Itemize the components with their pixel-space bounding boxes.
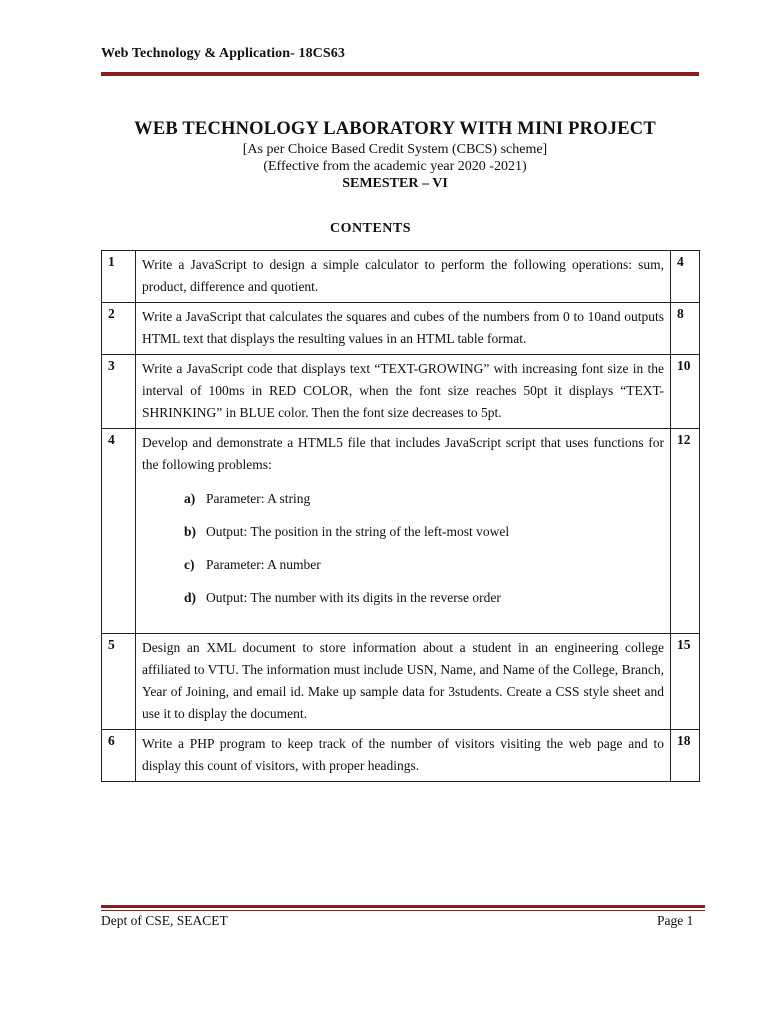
subitem-text: Parameter: A string [206,491,311,506]
page-number: 12 [671,429,700,634]
table-row [102,634,700,730]
page-number: 10 [671,355,700,429]
subitem-label: d) [184,590,197,605]
table-row [102,355,700,429]
contents-table [101,250,700,782]
experiment-number: 4 [102,429,136,634]
table-row [102,303,700,355]
page-number: 4 [671,251,700,303]
experiment-intro: Develop and demonstrate a HTML5 file that includes JavaScript script that uses functions for the following problems: [142,435,664,472]
page-number: 8 [671,303,700,355]
scheme-line: [As per Choice Based Credit System (CBCS) scheme] [242,142,548,157]
list-item [184,587,664,609]
experiment-number: 1 [102,251,136,303]
table-row [102,251,700,303]
running-header: Web Technology & Application- 18CS63 [101,46,345,61]
effective-line: (Effective from the academic year 2020 -2021) [263,159,527,174]
table-row [102,429,700,634]
experiment-number: 2 [102,303,136,355]
list-item [184,488,664,510]
footer-page-number: Page 1 [657,913,694,928]
contents-heading: CONTENTS [330,221,412,236]
list-item [184,554,664,576]
footer-department: Dept of CSE, SEACET [101,913,228,928]
subitem-text: Parameter: A number [206,557,321,572]
header-rule [101,70,699,76]
page-number: 15 [671,634,700,730]
footer-rule [101,905,705,911]
list-item [184,521,664,543]
experiment-number: 5 [102,634,136,730]
experiment-description: Write a JavaScript code that displays text “TEXT-GROWING” with increasing font size in the interval of 100ms in RED COLOR, when the font size reaches 50pt it displays “TEXT-SHRINKING” in BLUE color. Then the font size decreases to 5pt. [136,355,671,429]
subitem-text: Output: The number with its digits in the reverse order [206,590,501,605]
document-title: WEB TECHNOLOGY LABORATORY WITH MINI PROJECT [134,119,656,139]
subitem-text: Output: The position in the string of the left-most vowel [206,524,510,539]
experiment-description: Write a JavaScript to design a simple calculator to perform the following operations: sum, product, difference and quotient. [136,251,671,303]
experiment-number: 6 [102,730,136,782]
subitem-label: c) [184,557,195,572]
subitem-label: a) [184,491,196,506]
experiment-description: Write a PHP program to keep track of the number of visitors visiting the web page and to display this count of visitors, with proper headings. [136,730,671,782]
experiment-description: Design an XML document to store information about a student in an engineering college affiliated to VTU. The information must include USN, Name, and Name of the College, Branch, Year of Joining, and email id. Make up sample data for 3students. Create a CSS style sheet and use it to display the document. [136,634,671,730]
subitem-label: b) [184,524,197,539]
experiment-description [136,429,671,634]
subitem-list [184,488,664,609]
experiment-number: 3 [102,355,136,429]
table-row [102,730,700,782]
page-number: 18 [671,730,700,782]
semester-label: SEMESTER – VI [342,176,448,191]
experiment-description: Write a JavaScript that calculates the squares and cubes of the numbers from 0 to 10and outputs HTML text that displays the resulting values in an HTML table format. [136,303,671,355]
